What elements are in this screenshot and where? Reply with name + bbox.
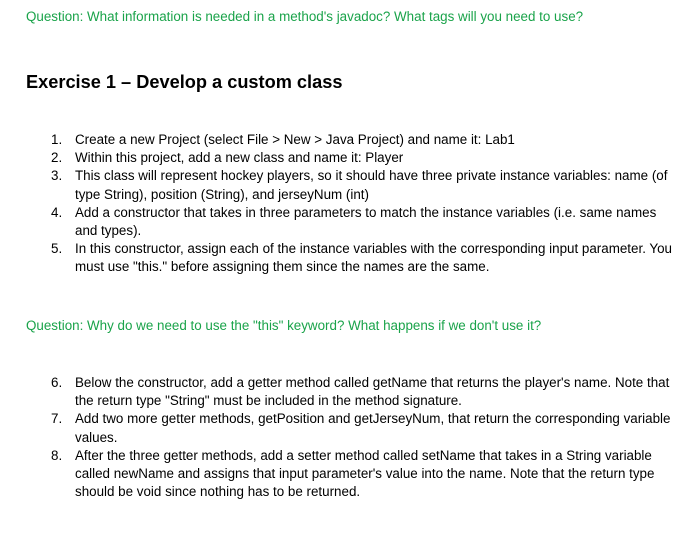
list-item-text: Add a constructor that takes in three parameters to match the instance variables (i.e. same names and types). — [75, 204, 657, 239]
list-item — [0, 410, 675, 446]
list-item-text: In this constructor, assign each of the instance variables with the corresponding input parameter. You must use "this." before assigning them since the names are the same. — [75, 241, 672, 275]
list-item-text: Create a new Project (select File > New > Java Project) and name it: Lab1 — [75, 132, 515, 147]
list-item-number: 7. — [51, 411, 63, 427]
list-item-number: 5. — [51, 241, 63, 257]
list-item-text: Add two more getter methods, getPosition and getJerseyNum, that return the corresponding variable values. — [75, 411, 671, 445]
list-item-text: After the three getter methods, add a setter method called setName that takes in a String variable called newName and assigns that input parameter's value into the name. Note that the return type should be void since nothing has to be returned. — [75, 447, 655, 500]
list-item-text: Below the constructor, add a getter method called getName that returns the player's name. Note that the return type "String" must be included in the method signature. — [75, 375, 670, 409]
question-this-keyword: Question: Why do we need to use the "this" keyword? What happens if we don't use it? — [26, 318, 542, 333]
steps-list-part1 — [0, 131, 675, 277]
list-item-number: 8. — [51, 447, 63, 463]
list-item — [0, 447, 675, 502]
list-item — [0, 374, 675, 410]
list-item-number: 4. — [51, 204, 63, 220]
steps-list-part2 — [0, 374, 675, 501]
exercise-title: Exercise 1 – Develop a custom class — [26, 72, 343, 92]
list-item-text: Within this project, add a new class and name it: Player — [75, 150, 404, 166]
list-item-number: 1. — [51, 132, 63, 147]
list-item — [0, 204, 675, 240]
list-item — [0, 149, 675, 167]
list-item-number: 6. — [51, 375, 63, 390]
list-item-number: 2. — [51, 150, 63, 166]
list-item — [0, 167, 675, 203]
list-item — [0, 240, 675, 276]
list-item-text: This class will represent hockey players, so it should have three private instance variables: name (of type String), position (String), and jerseyNum (int) — [75, 168, 668, 202]
question-javadoc: Question: What information is needed in a method's javadoc? What tags will you need to use? — [26, 9, 584, 24]
list-item-number: 3. — [51, 168, 63, 184]
list-item — [0, 131, 675, 149]
